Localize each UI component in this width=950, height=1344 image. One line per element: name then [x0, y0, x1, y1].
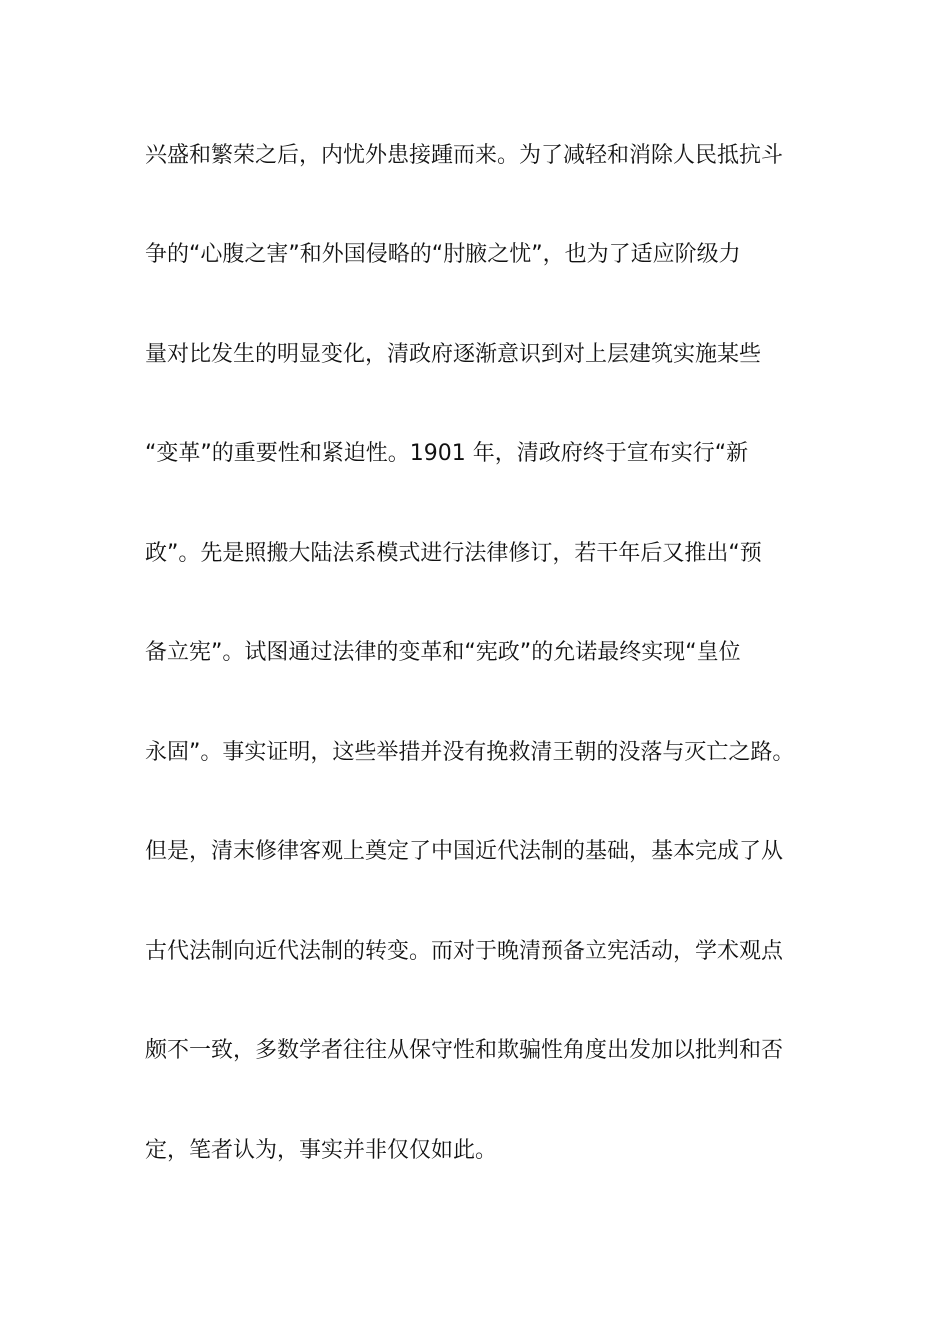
text-line: “变革”的重要性和紧迫性。1901 年，清政府终于宣布实行“新 — [145, 441, 749, 466]
text-line: 备立宪”。试图通过法律的变革和“宪政”的允诺最终实现“皇位 — [145, 640, 741, 665]
text-line: 颇不一致，多数学者往往从保守性和欺骗性角度出发加以批判和否 — [145, 1038, 784, 1063]
text-line: 但是，清末修律客观上奠定了中国近代法制的基础，基本完成了从 — [145, 839, 784, 864]
text-line: 量对比发生的明显变化，清政府逐渐意识到对上层建筑实施某些 — [145, 342, 762, 367]
text-line: 政”。先是照搬大陆法系模式进行法律修订，若干年后又推出“预 — [145, 541, 762, 566]
text-line: 古代法制向近代法制的转变。而对于晚清预备立宪活动，学术观点 — [145, 939, 784, 964]
text-line: 兴盛和繁荣之后，内忧外患接踵而来。为了减轻和消除人民抵抗斗 — [145, 143, 784, 168]
text-line: 争的“心腹之害”和外国侵略的“肘腋之忧”，也为了适应阶级力 — [145, 242, 741, 267]
text-line: 永固”。事实证明，这些举措并没有挽救清王朝的没落与灭亡之路。 — [145, 740, 795, 765]
text-line: 定，笔者认为，事实并非仅仅如此。 — [145, 1138, 498, 1163]
